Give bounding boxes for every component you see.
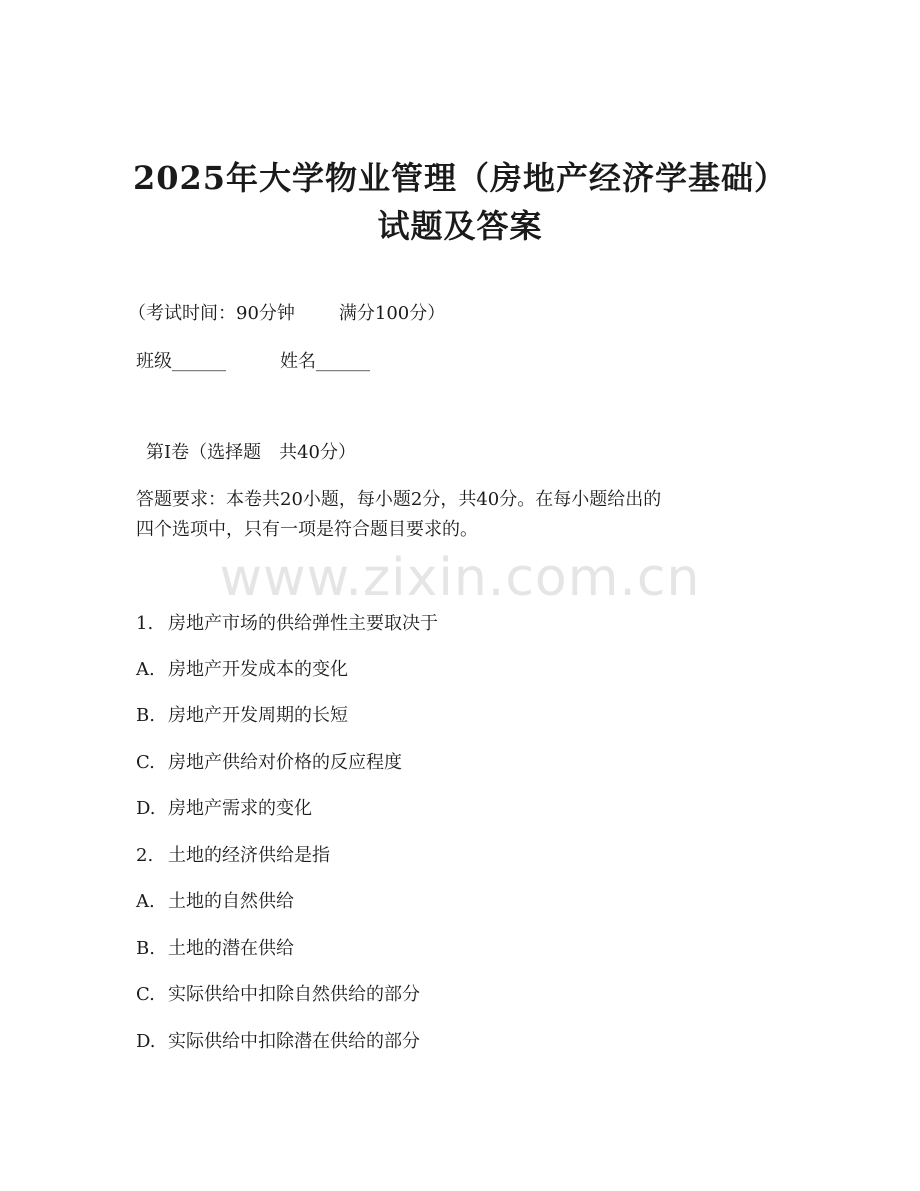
question-1-stem <box>136 612 438 636</box>
option-letter: D. <box>136 798 156 819</box>
option-letter: A. <box>136 659 155 680</box>
name-field-label: 姓名______ <box>280 351 370 372</box>
option-text: 土地的自然供给 <box>168 891 294 912</box>
option-letter: C. <box>136 984 155 1005</box>
option-text: 实际供给中扣除自然供给的部分 <box>168 984 420 1005</box>
option-text: 房地产开发成本的变化 <box>168 659 348 680</box>
question-2-option-a <box>136 890 294 914</box>
option-letter: A. <box>136 891 155 912</box>
question-1-option-b <box>136 704 348 728</box>
question-1-option-a <box>136 658 348 682</box>
option-text: 房地产供给对价格的反应程度 <box>168 752 402 773</box>
option-text: 房地产开发周期的长短 <box>168 705 348 726</box>
exam-score: 满分100分） <box>338 303 446 324</box>
option-text: 房地产需求的变化 <box>168 798 312 819</box>
document-title-line1: 2025年大学物业管理（房地产经济学基础） <box>132 159 788 197</box>
document-title-line2: 试题及答案 <box>377 207 543 245</box>
option-letter: B. <box>136 705 155 726</box>
question-number: 2. <box>136 845 154 866</box>
question-2-stem <box>136 844 330 868</box>
exam-time: （考试时间：90分钟 <box>128 303 295 324</box>
question-1-option-c <box>136 751 402 775</box>
watermark: www.zixin.com.cn <box>219 548 701 608</box>
question-1-option-d <box>136 797 312 821</box>
option-letter: D. <box>136 1031 156 1052</box>
instructions-line1: 答题要求：本卷共20小题，每小题2分，共40分。在每小题给出的 <box>136 489 662 510</box>
instructions-line2: 四个选项中，只有一项是符合题目要求的。 <box>136 519 478 540</box>
option-text: 土地的潜在供给 <box>168 938 294 959</box>
option-letter: C. <box>136 752 155 773</box>
option-text: 实际供给中扣除潜在供给的部分 <box>168 1031 420 1052</box>
student-info <box>136 350 370 374</box>
question-2-option-c <box>136 983 420 1007</box>
question-2-option-b <box>136 937 294 961</box>
class-field-label: 班级______ <box>136 351 226 372</box>
question-number: 1. <box>136 613 154 634</box>
exam-info <box>128 302 445 326</box>
question-text: 土地的经济供给是指 <box>168 845 330 866</box>
option-letter: B. <box>136 938 155 959</box>
question-text: 房地产市场的供给弹性主要取决于 <box>168 613 438 634</box>
question-2-option-d <box>136 1030 420 1054</box>
section-heading: 第Ⅰ卷（选择题 共40分） <box>146 442 357 463</box>
